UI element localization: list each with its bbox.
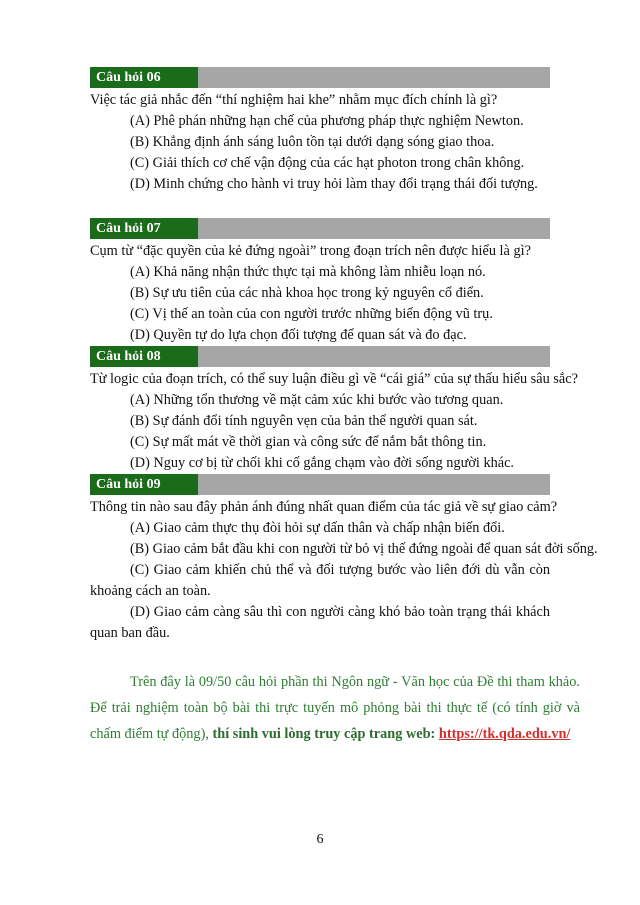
question-header-07 (90, 218, 550, 239)
question-label: Câu hỏi 09 (90, 474, 198, 495)
website-link[interactable]: https://tk.qda.edu.vn/ (438, 726, 571, 742)
header-bar (198, 67, 550, 88)
option-b: (B) Giao cảm bắt đầu khi con người từ bỏ vị thế đứng ngoài để quan sát đời sống. (130, 541, 598, 557)
question-label: Câu hỏi 06 (90, 67, 198, 88)
option-a: (A) Phê phán những hạn chế của phương pháp thực nghiệm Newton. (130, 113, 524, 129)
option-d: (D) Giao cảm càng sâu thì con người càng khó bảo toàn trạng thái khách quan ban đầu. (90, 604, 550, 641)
question-label: Câu hỏi 08 (90, 346, 198, 367)
footer-instruction: thí sinh vui lòng truy cập trang web: (212, 726, 436, 742)
question-header-08 (90, 346, 550, 367)
footer-note (90, 669, 580, 747)
option-c: (C) Giao cảm khiến chủ thể và đối tượng bước vào liên đới dù vẫn còn khoảng cách an toàn. (90, 562, 550, 599)
option-c: (C) Vị thế an toàn của con người trước những biến động vũ trụ. (130, 306, 493, 322)
option-d: (D) Quyền tự do lựa chọn đối tượng để quan sát và đo đạc. (130, 327, 467, 343)
option-b: (B) Sự ưu tiên của các nhà khoa học trong kỷ nguyên cổ điển. (130, 285, 484, 301)
question-stem: Thông tin nào sau đây phản ánh đúng nhất quan điểm của tác giả về sự giao cảm? (90, 499, 558, 515)
footer-text: Trên đây là 09/50 câu hỏi phần thi Ngôn ngữ - Văn học của Đề thi tham khảo. Để trải nghiệm toàn bộ bài thi trực tuyến mô phỏng bài thi thực tế (có tính giờ và chấm điểm tự động), (90, 674, 580, 742)
question-stem: Việc tác giả nhắc đến “thí nghiệm hai khe” nhằm mục đích chính là gì? (90, 92, 498, 108)
header-bar (198, 346, 550, 367)
question-label: Câu hỏi 07 (90, 218, 198, 239)
header-bar (198, 218, 550, 239)
option-c: (C) Giải thích cơ chế vận động của các hạt photon trong chân không. (130, 155, 525, 171)
option-a: (A) Khả năng nhận thức thực tại mà không làm nhiễu loạn nó. (130, 264, 486, 280)
option-d: (D) Minh chứng cho hành vi truy hỏi làm thay đổi trạng thái đối tượng. (130, 176, 538, 192)
option-d: (D) Nguy cơ bị từ chối khi cố gắng chạm vào đời sống người khác. (130, 455, 515, 471)
option-a: (A) Những tổn thương về mặt cảm xúc khi bước vào tương quan. (130, 392, 504, 408)
question-stem: Từ logic của đoạn trích, có thể suy luận điều gì về “cái giá” của sự thấu hiểu sâu sắc? (90, 371, 578, 387)
page-number: 6 (316, 832, 324, 847)
option-b: (B) Sự đánh đổi tính nguyên vẹn của bản thể người quan sát. (130, 413, 478, 429)
option-c: (C) Sự mất mát về thời gian và công sức để nắm bắt thông tin. (130, 434, 487, 450)
option-a: (A) Giao cảm thực thụ đòi hỏi sự dấn thân và chấp nhận biến đổi. (130, 520, 505, 536)
questions-section (90, 67, 598, 644)
question-header-06 (90, 67, 550, 88)
question-header-09 (90, 474, 550, 495)
header-bar (198, 474, 550, 495)
option-b: (B) Khẳng định ánh sáng luôn tồn tại dưới dạng sóng giao thoa. (130, 134, 495, 150)
question-stem: Cụm từ “đặc quyền của kẻ đứng ngoài” trong đoạn trích nên được hiểu là gì? (90, 243, 531, 259)
